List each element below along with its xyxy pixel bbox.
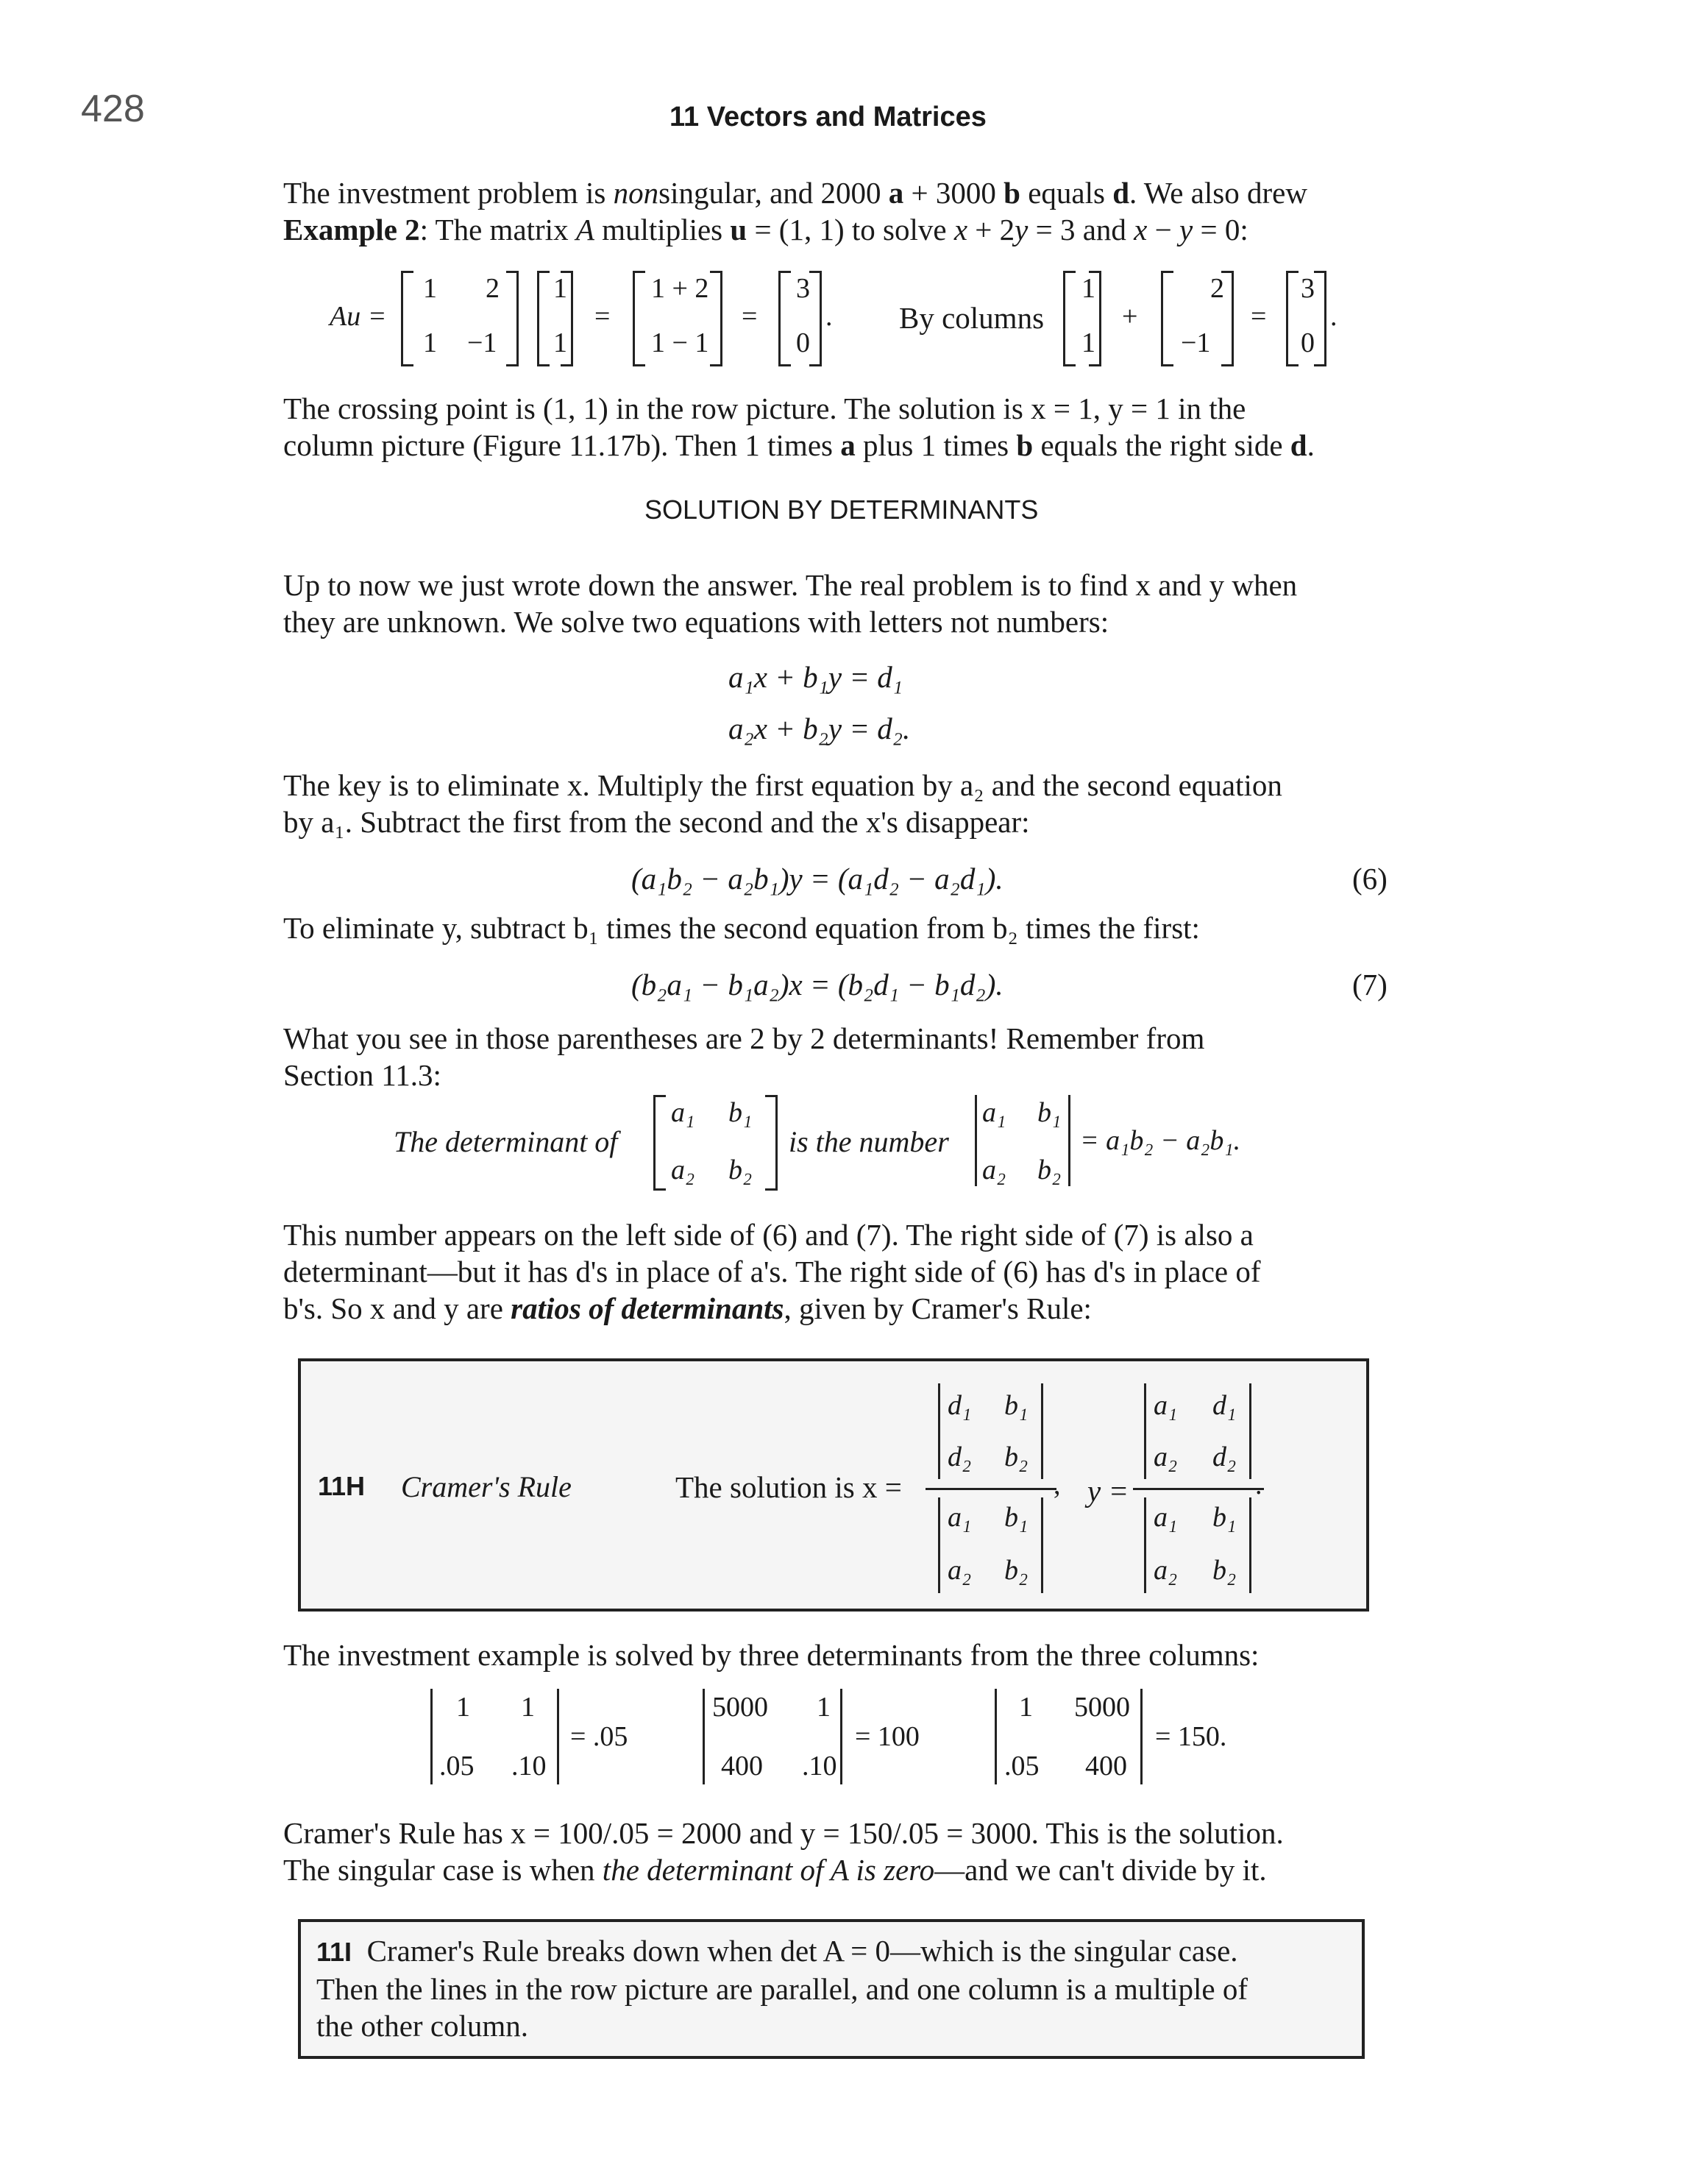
paragraph-6-line-2: Section 11.3: [283,1058,441,1092]
paragraph-1-line-1: The investment problem is nonsingular, and 2000 a + 3000 b equals d. We also drew [283,176,1307,210]
bracket-right [765,1095,778,1191]
bracket-right [1089,271,1101,366]
determinant-bar [557,1689,559,1784]
paragraph-7-line-2: determinant—but it has d's in place of a's. The right side of (6) has d's in place of [283,1255,1261,1288]
paragraph-9-line-2: The singular case is when the determinant of A is zero—and we can't divide by it. [283,1853,1267,1887]
paragraph-7 [283,1216,1387,1327]
matrix-entry: b₁ [1004,1502,1029,1533]
matrix-entry: b₂ [1212,1555,1237,1586]
determinant-bar [1068,1095,1070,1186]
paragraph-7-line-1: This number appears on the left side of (6) and (7). The right side of (7) is also a [283,1218,1254,1252]
matrix-entry: a₂ [948,1555,972,1586]
matrix-entry: a₁ [1154,1502,1178,1533]
determinant-bar [938,1497,940,1593]
matrix-entry: 1 [423,327,437,358]
matrix-entry: .10 [802,1751,837,1781]
paragraph-8 [283,1637,1387,1673]
matrix-equation [0,0,1698,383]
matrix-entry: 1 [553,273,567,304]
matrix-entry: 5000 [712,1692,768,1723]
comma: , [1054,1469,1061,1500]
fraction-bar [926,1488,1056,1490]
paragraph-2 [283,390,1387,464]
matrix-entry: b₂ [1004,1442,1029,1472]
matrix-entry: 1 [1081,327,1095,358]
paragraph-4-line-2: by a₁. Subtract the first from the second and the x's disappear: [283,805,1030,839]
matrix-entry: d₁ [948,1390,972,1421]
matrix-entry: 2 [1210,273,1224,304]
equation-1: a₁x + b₁y = d₁ [728,660,903,694]
determinant-value: = 150. [1155,1721,1227,1752]
period: . [1330,301,1338,332]
paragraph-6-line-1: What you see in those parentheses are 2 by 2 determinants! Remember from [283,1021,1205,1055]
matrix-entry: b₁ [1037,1097,1062,1128]
determinant-bar [1144,1497,1146,1593]
bracket-right [1221,271,1234,366]
theorem-11i-line-2: Then the lines in the row picture are parallel, and one column is a multiple of [316,1972,1248,2006]
determinant-bar [1249,1383,1251,1479]
matrix-entry: d₂ [1212,1442,1237,1472]
determinant-bar [1041,1383,1043,1479]
determinant-bar [840,1689,842,1784]
section-heading: SOLUTION BY DETERMINANTS [644,494,1039,525]
definition-text: The determinant of [394,1125,618,1158]
matrix-entry: a₂ [671,1155,695,1185]
plus-sign: + [1122,301,1138,332]
bracket-left [1161,271,1173,366]
paragraph-5 [283,910,1387,946]
bracket-left [778,271,791,366]
equals-sign: = [594,301,611,332]
bracket-right [1314,271,1326,366]
page-number: 428 [81,88,145,130]
equation-7-number: (7) [1352,968,1388,1001]
definition-text: is the number [789,1125,949,1158]
equation-6: (a₁b₂ − a₂b₁)y = (a₁d₂ − a₂d₁). [631,862,1003,896]
matrix-entry: 1 [1019,1692,1033,1723]
matrix-entry: 1 [1081,273,1095,304]
paragraph-8-line-1: The investment example is solved by three determinants from the three columns: [283,1638,1260,1672]
equals-sign: = [742,301,758,332]
equals-sign: = [1251,301,1267,332]
bracket-left [401,271,413,366]
matrix-entry: −1 [1181,327,1211,358]
theorem-label: 11H [318,1471,366,1501]
matrix-entry: d₂ [948,1442,972,1472]
matrix-entry: 1 [423,273,437,304]
matrix-entry: a₁ [671,1097,695,1128]
determinant-bar [703,1689,705,1784]
fraction-bar [1133,1488,1264,1490]
y-text: y = [1087,1474,1129,1508]
matrix-entry: 1 [817,1692,831,1723]
equation-2: a₂x + b₂y = d₂. [728,712,911,745]
matrix-entry: 0 [796,327,810,358]
determinant-bar [1249,1497,1251,1593]
bracket-right [710,271,722,366]
matrix-entry: a₂ [1154,1442,1178,1472]
matrix-entry: 1 [553,327,567,358]
running-head: 11 Vectors and Matrices [669,102,987,132]
matrix-entry: 400 [1085,1751,1127,1781]
paragraph-9-line-1: Cramer's Rule has x = 100/.05 = 2000 and y = 150/.05 = 3000. This is the solution. [283,1816,1284,1850]
matrix-entry: 400 [721,1751,763,1781]
matrix-entry: 1 [521,1692,535,1723]
paragraph-3 [283,567,1387,640]
matrix-entry: 3 [796,273,810,304]
by-columns-label: By columns [899,301,1045,335]
matrix-entry: d₁ [1212,1390,1237,1421]
determinant-bar [938,1383,940,1479]
paragraph-2-line-1: The crossing point is (1, 1) in the row picture. The solution is x = 1, y = 1 in the [283,391,1246,425]
matrix-entry: −1 [467,327,497,358]
matrix-entry: b₂ [1037,1155,1062,1185]
paragraph-4 [283,767,1387,840]
determinant-bar [1144,1383,1146,1479]
matrix-entry: b₁ [1004,1390,1029,1421]
matrix-entry: 1 + 2 [651,273,709,304]
determinant-value: = 100 [855,1721,920,1752]
paragraph-3-line-1: Up to now we just wrote down the answer. The real problem is to find x and y when [283,568,1298,602]
paragraph-9 [283,1815,1387,1888]
paragraph-7-line-3: b's. So x and y are ratios of determinants, given by Cramer's Rule: [283,1291,1092,1325]
au-label: Au = [330,301,387,332]
theorem-11i-line-1: 11I Cramer's Rule breaks down when det A = 0—which is the singular case. [316,1934,1238,1968]
theorem-11i-line-3: the other column. [316,2009,529,2043]
determinant-bar [975,1095,977,1186]
paragraph-5-line-1: To eliminate y, subtract b₁ times the second equation from b₂ times the first: [283,911,1200,945]
bracket-left [653,1095,666,1191]
paragraph-2-line-2: column picture (Figure 11.17b). Then 1 times a plus 1 times b equals the right side d. [283,428,1315,462]
paragraph-1-line-2: Example 2: The matrix A multiplies u = (1, 1) to solve x + 2y = 3 and x − y = 0: [283,213,1248,247]
matrix-entry: 1 − 1 [651,327,709,358]
matrix-entry: 1 [456,1692,470,1723]
determinant-bar [1041,1497,1043,1593]
matrix-entry: a₁ [948,1502,972,1533]
period: . [825,301,833,332]
solution-text: The solution is x = [675,1470,902,1504]
bracket-right [561,271,573,366]
matrix-entry: .05 [439,1751,475,1781]
theorem-11i-text [316,1932,1354,2044]
determinant-value: = .05 [570,1721,628,1752]
matrix-entry: 5000 [1074,1692,1130,1723]
equation-7: (b₂a₁ − b₁a₂)x = (b₂d₁ − b₁d₂). [631,968,1003,1001]
matrix-entry: b₂ [728,1155,753,1185]
equation-6-number: (6) [1352,862,1388,896]
determinant-bar [995,1689,997,1784]
bracket-right [506,271,519,366]
matrix-entry: b₁ [1212,1502,1237,1533]
theorem-title: Cramer's Rule [401,1470,572,1503]
matrix-entry: b₁ [728,1097,753,1128]
bracket-left [633,271,645,366]
period: . [1255,1469,1262,1500]
definition-result: = a₁b₂ − a₂b₁. [1080,1125,1241,1156]
matrix-entry: b₂ [1004,1555,1029,1586]
matrix-entry: 3 [1301,273,1315,304]
determinant-bar [1140,1689,1143,1784]
bracket-right [809,271,822,366]
matrix-entry: a₁ [982,1097,1006,1128]
paragraph-6 [283,1020,1387,1093]
bracket-left [1286,271,1299,366]
matrix-entry: .05 [1004,1751,1040,1781]
paragraph-3-line-2: they are unknown. We solve two equations with letters not numbers: [283,605,1109,639]
paragraph-4-line-1: The key is to eliminate x. Multiply the first equation by a₂ and the second equation [283,768,1282,802]
bracket-left [1063,271,1076,366]
matrix-entry: 2 [486,273,500,304]
matrix-entry: 0 [1301,327,1315,358]
determinant-bar [430,1689,433,1784]
matrix-entry: a₁ [1154,1390,1178,1421]
bracket-left [537,271,550,366]
matrix-entry: a₂ [1154,1555,1178,1586]
matrix-entry: .10 [511,1751,547,1781]
matrix-entry: a₂ [982,1155,1006,1185]
